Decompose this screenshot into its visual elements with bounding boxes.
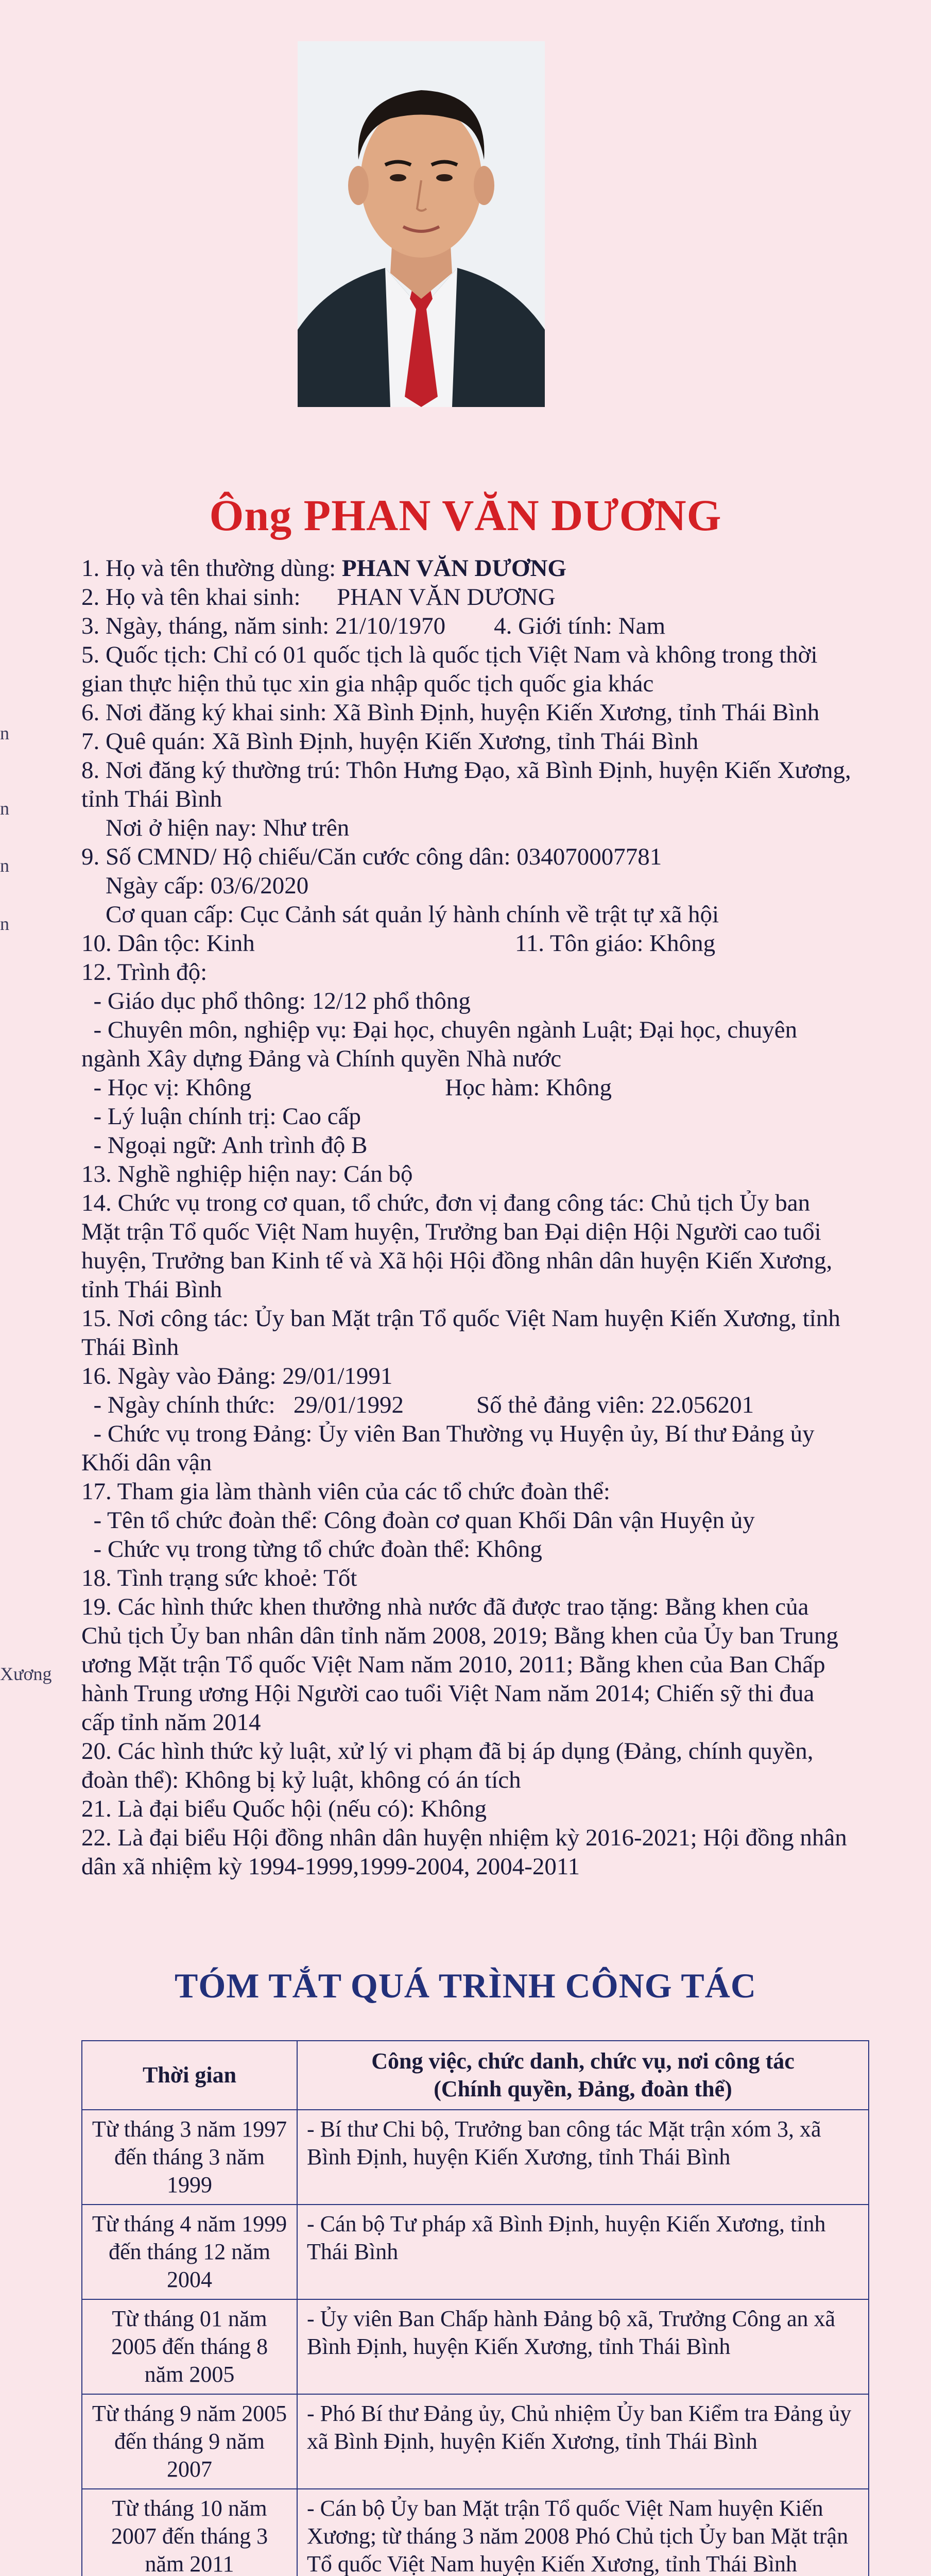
info-line: - Giáo dục phổ thông: 12/12 phổ thông bbox=[81, 988, 471, 1014]
info-line: 14. Chức vụ trong cơ quan, tổ chức, đơn vị đang công tác: Chủ tịch Ủy ban Mặt trận Tổ quốc Việt Nam huyện, Trưởng ban Đại diện Hội Người cao tuổi huyện, Trưởng ban Kinh tế và Xã hội Hội đồng nhân dân huyện Kiến Xương, tỉnh Thái Bình bbox=[81, 1190, 833, 1303]
info-line: - Chức vụ trong Đảng: Ủy viên Ban Thường vụ Huyện ủy, Bí thư Đảng ủy Khối dân vận bbox=[81, 1420, 821, 1476]
page-title: Ông PHAN VĂN DƯƠNG bbox=[209, 490, 722, 540]
info-line: 19. Các hình thức khen thưởng nhà nước đã được trao tặng: Bằng khen của Chủ tịch Ủy ban nhân dân tỉnh năm 2008, 2019; Bằng khen của Ủy ban Trung ương Mặt trận Tổ quốc Việt Nam năm 2010, 2011; Bằng khen của Ban Chấp hành Trung ương Hội Người cao tuổi Việt Nam năm 2014; Chiến sỹ thi đua cấp tỉnh năm 2014 bbox=[81, 1594, 838, 1736]
row-time: Từ tháng 10 năm 2007 đến tháng 3 năm 2011 bbox=[82, 2489, 297, 2576]
row-desc: - Cán bộ Ủy ban Mặt trận Tổ quốc Việt Nam huyện Kiến Xương; từ tháng 3 năm 2008 Phó Chủ tịch Ủy ban Mặt trận Tổ quốc Việt Nam huyện Kiến Xương, tỉnh Thái Bình bbox=[297, 2489, 869, 2576]
table-header-row bbox=[82, 2041, 869, 2110]
personal-info bbox=[81, 554, 854, 1881]
info-line: 8. Nơi đăng ký thường trú: Thôn Hưng Đạo, xã Bình Định, huyện Kiến Xương, tỉnh Thái Bình bbox=[81, 757, 851, 812]
row-time: Từ tháng 4 năm 1999 đến tháng 12 năm 2004 bbox=[82, 2205, 297, 2299]
info-line: - Học vị: Không Học hàm: Không bbox=[81, 1074, 612, 1101]
edge-fragment: n bbox=[0, 723, 9, 743]
info-line: 18. Tình trạng sức khoẻ: Tốt bbox=[81, 1565, 357, 1591]
row-desc: - Ủy viên Ban Chấp hành Đảng bộ xã, Trưởng Công an xã Bình Định, huyện Kiến Xương, tỉnh Thái Bình bbox=[297, 2299, 869, 2394]
info-line: - Chuyên môn, nghiệp vụ: Đại học, chuyên ngành Luật; Đại học, chuyên ngành Xây dựng Đảng và Chính quyền Nhà nước bbox=[81, 1016, 803, 1072]
row-desc: - Bí thư Chi bộ, Trưởng ban công tác Mặt trận xóm 3, xã Bình Định, huyện Kiến Xương, tỉnh Thái Bình bbox=[297, 2110, 869, 2205]
info-line: 21. Là đại biểu Quốc hội (nếu có): Không bbox=[81, 1795, 487, 1822]
portrait-photo bbox=[298, 41, 545, 407]
info-line: 15. Nơi công tác: Ủy ban Mặt trận Tổ quốc Việt Nam huyện Kiến Xương, tỉnh Thái Bình bbox=[81, 1305, 840, 1361]
info-line: 2. Họ và tên khai sinh: PHAN VĂN DƯƠNG bbox=[81, 584, 556, 611]
info-line: 17. Tham gia làm thành viên của các tổ chức đoàn thể: bbox=[81, 1478, 610, 1505]
info-line: 22. Là đại biểu Hội đồng nhân dân huyện nhiệm kỳ 2016-2021; Hội đồng nhân dân xã nhiệm kỳ 1994-1999,1999-2004, 2004-2011 bbox=[81, 1824, 847, 1880]
info-line: 13. Nghề nghiệp hiện nay: Cán bộ bbox=[81, 1161, 413, 1188]
info-line: 3. Ngày, tháng, năm sinh: 21/10/1970 4. Giới tính: Nam bbox=[81, 613, 666, 639]
table-row bbox=[82, 2110, 869, 2205]
info-line: - Chức vụ trong từng tổ chức đoàn thể: Không bbox=[81, 1536, 542, 1563]
info-line: Ngày cấp: 03/6/2020 bbox=[81, 872, 309, 899]
header-description: Công việc, chức danh, chức vụ, nơi công tác (Chính quyền, Đảng, đoàn thể) bbox=[297, 2041, 869, 2110]
table-row bbox=[82, 2205, 869, 2299]
info-line: - Ngày chính thức: 29/01/1992 Số thẻ đảng viên: 22.056201 bbox=[81, 1392, 754, 1418]
info-line: 5. Quốc tịch: Chỉ có 01 quốc tịch là quốc tịch Việt Nam và không trong thời gian thực hiện thủ tục xin gia nhập quốc tịch quốc gia khác bbox=[81, 641, 818, 697]
info-line: 16. Ngày vào Đảng: 29/01/1991 bbox=[81, 1363, 393, 1389]
edge-fragment: n bbox=[0, 855, 9, 876]
work-history-title: TÓM TẮT QUÁ TRÌNH CÔNG TÁC bbox=[175, 1966, 756, 2005]
info-line: 20. Các hình thức kỷ luật, xử lý vi phạm đã bị áp dụng (Đảng, chính quyền, đoàn thể): Không bị kỷ luật, không có án tích bbox=[81, 1738, 814, 1793]
info-line: 9. Số CMND/ Hộ chiếu/Căn cước công dân: 034070007781 bbox=[81, 843, 662, 870]
row-time: Từ tháng 3 năm 1997 đến tháng 3 năm 1999 bbox=[82, 2110, 297, 2205]
table-row bbox=[82, 2489, 869, 2576]
info-line: Cơ quan cấp: Cục Cảnh sát quản lý hành chính về trật tự xã hội bbox=[81, 901, 719, 928]
header-time: Thời gian bbox=[82, 2041, 297, 2110]
info-line: Nơi ở hiện nay: Như trên bbox=[81, 815, 350, 841]
info-line: - Tên tổ chức đoàn thể: Công đoàn cơ quan Khối Dân vận Huyện ủy bbox=[81, 1507, 755, 1534]
info-line: 7. Quê quán: Xã Bình Định, huyện Kiến Xương, tỉnh Thái Bình bbox=[81, 728, 699, 755]
row-time: Từ tháng 01 năm 2005 đến tháng 8 năm 2005 bbox=[82, 2299, 297, 2394]
portrait-illustration bbox=[298, 41, 545, 407]
info-line: - Lý luận chính trị: Cao cấp bbox=[81, 1103, 361, 1130]
info-line: 10. Dân tộc: Kinh 11. Tôn giáo: Không bbox=[81, 930, 716, 957]
edge-fragment: Xương bbox=[0, 1664, 52, 1684]
info-line: 6. Nơi đăng ký khai sinh: Xã Bình Định, huyện Kiến Xương, tỉnh Thái Bình bbox=[81, 699, 820, 726]
table-row bbox=[82, 2394, 869, 2489]
row-time: Từ tháng 9 năm 2005 đến tháng 9 năm 2007 bbox=[82, 2394, 297, 2489]
row-desc: - Phó Bí thư Đảng ủy, Chủ nhiệm Ủy ban Kiểm tra Đảng ủy xã Bình Định, huyện Kiến Xương, tỉnh Thái Bình bbox=[297, 2394, 869, 2489]
info-line: - Ngoại ngữ: Anh trình độ B bbox=[81, 1132, 368, 1159]
table-row bbox=[82, 2299, 869, 2394]
work-history-table bbox=[81, 2040, 869, 2576]
edge-fragment: n bbox=[0, 798, 9, 819]
info-line: 12. Trình độ: bbox=[81, 959, 208, 986]
row-desc: - Cán bộ Tư pháp xã Bình Định, huyện Kiến Xương, tỉnh Thái Bình bbox=[297, 2205, 869, 2299]
edge-fragment: n bbox=[0, 913, 9, 934]
info-line: 1. Họ và tên thường dùng: PHAN VĂN DƯƠNG bbox=[81, 555, 566, 582]
